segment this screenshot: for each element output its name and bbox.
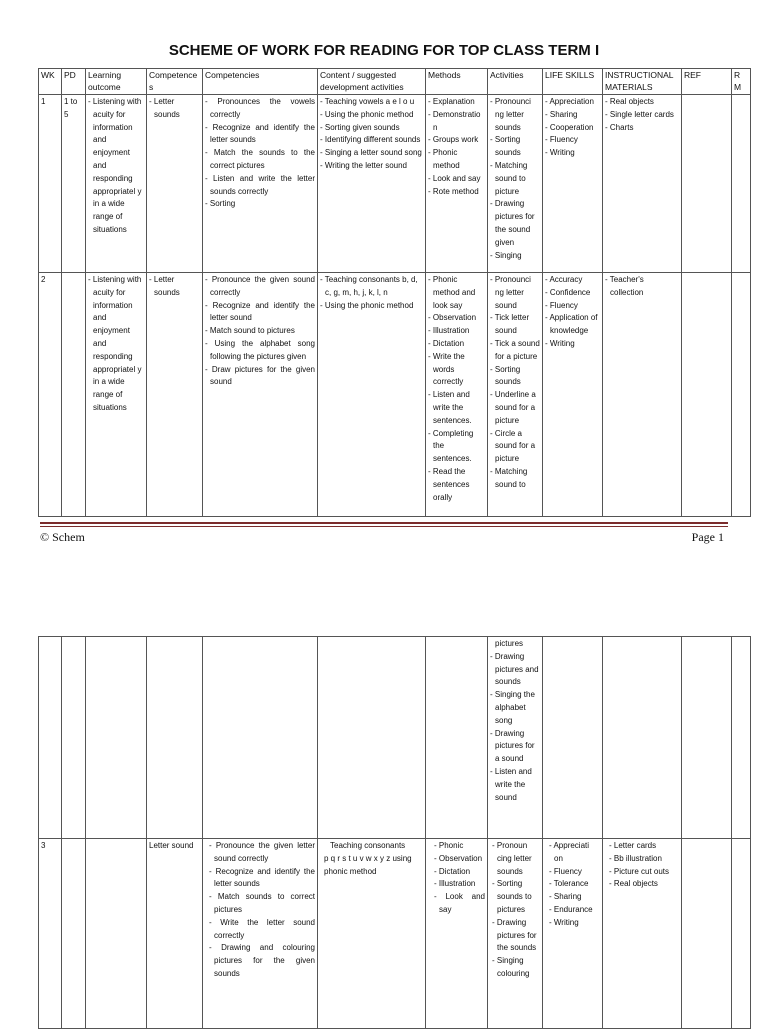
cell-ref — [682, 95, 732, 273]
header-learning-outcome: Learning outcome — [86, 69, 147, 95]
list-item: - Fluency — [549, 866, 600, 879]
table-row-continued — [39, 637, 751, 839]
list-item: - Observation — [434, 853, 485, 866]
cell-life-skills — [543, 839, 603, 1029]
cell-empty — [682, 637, 732, 839]
list-item: - Pronounci ng letter sounds — [490, 96, 540, 134]
list-item: - Writing — [545, 147, 600, 160]
cell-rm — [732, 839, 751, 1029]
cell-empty — [39, 637, 62, 839]
list-item: - Drawing pictures for a sound — [490, 728, 540, 766]
list-item: - Sorting sounds to pictures — [492, 878, 540, 916]
cell-life-skills — [543, 273, 603, 517]
list-item: - Match sounds to correct pictures — [209, 891, 315, 917]
cell-empty — [147, 637, 203, 839]
cell-empty — [732, 637, 751, 839]
cell-materials — [603, 273, 682, 517]
list-item: - Pronounci ng letter sound — [490, 274, 540, 312]
list-item: - Fluency — [545, 134, 600, 147]
list-item: - Endurance — [549, 904, 600, 917]
list-item: - Teaching vowels a e l o u — [320, 96, 423, 109]
list-item: - Fluency — [545, 300, 600, 313]
text-line: Teaching consonants — [330, 841, 406, 850]
list-item: - Using the phonic method — [320, 109, 423, 122]
cell-pd: 1 to 5 — [62, 95, 86, 273]
list-item: - Recognize and identify the letter sound — [205, 300, 315, 326]
header-rm: R M — [732, 69, 751, 95]
cell-content — [318, 273, 426, 517]
text-line: phonic method — [324, 866, 377, 876]
cell-methods — [426, 839, 488, 1029]
list-item: - Recognize and identify the letter sounds — [209, 866, 315, 892]
list-item: - Drawing pictures for the sounds — [492, 917, 540, 955]
header-activities: Activities — [488, 69, 543, 95]
cell-wk: 2 — [39, 273, 62, 517]
list-item: - Circle a sound for a picture — [490, 428, 540, 466]
cell-activities-continued — [488, 637, 543, 839]
cell-empty — [603, 637, 682, 839]
cell-pd — [62, 273, 86, 517]
list-item: - Singing — [490, 250, 540, 263]
list-item: - Matching sound to — [490, 466, 540, 492]
list-item: - Letter sounds — [149, 274, 200, 300]
footer-rule-thin — [40, 526, 728, 527]
list-item: - Letter cards — [609, 840, 679, 853]
cell-empty — [426, 637, 488, 839]
list-item: - Read the sentences orally — [428, 466, 485, 504]
list-item: - Explanation — [428, 96, 485, 109]
header-competences: Competence s — [147, 69, 203, 95]
cell-competencies — [203, 95, 318, 273]
list-item: - Tick letter sound — [490, 312, 540, 338]
cell-content — [318, 839, 426, 1029]
list-item: - Listening with acuity for information and enjoyment and responding appropriatel y in a wide range of situations — [88, 96, 144, 237]
table-row — [39, 95, 751, 273]
cell-ref — [682, 839, 732, 1029]
list-item: - Sharing — [549, 891, 600, 904]
list-item: - Sorting sounds — [490, 134, 540, 160]
cell-activities — [488, 273, 543, 517]
list-item: - Picture cut outs — [609, 866, 679, 879]
cell-life-skills — [543, 95, 603, 273]
header-life-skills: LIFE SKILLS — [543, 69, 603, 95]
list-item: - Dictation — [434, 866, 485, 879]
page-title: SCHEME OF WORK FOR READING FOR TOP CLASS TERM I — [168, 42, 600, 59]
list-item: - Listen and write the sentences. — [428, 389, 485, 427]
list-item: - Singing colouring — [492, 955, 540, 981]
cell-empty — [318, 637, 426, 839]
list-item: - Appreciation — [545, 96, 600, 109]
cell-empty — [203, 637, 318, 839]
cell-activities — [488, 95, 543, 273]
list-item: - Sharing — [545, 109, 600, 122]
list-item: - Tolerance — [549, 878, 600, 891]
cell-pd — [62, 839, 86, 1029]
list-item: - Pronounce the given sound correctly — [205, 274, 315, 300]
list-item: - Letter sounds — [149, 96, 200, 122]
cell-methods — [426, 95, 488, 273]
list-item: - Singing the alphabet song — [490, 689, 540, 727]
list-item: - Writing — [549, 917, 600, 930]
cell-competencies — [203, 839, 318, 1029]
list-item: - Sorting given sounds — [320, 122, 423, 135]
list-item: - Singing a letter sound song — [320, 147, 423, 160]
list-item: - Phonic method and look say — [428, 274, 485, 312]
list-item: - Sorting sounds — [490, 364, 540, 390]
list-item: - Groups work — [428, 134, 485, 147]
list-item: - Accuracy — [545, 274, 600, 287]
header-instructional-materials: INSTRUCTIONAL MATERIALS — [603, 69, 682, 95]
cell-wk: 3 — [39, 839, 62, 1029]
header-content: Content / suggested development activities — [318, 69, 426, 95]
list-item: - Charts — [605, 122, 679, 135]
list-item: pictures — [495, 639, 524, 648]
list-item: - Matching sound to picture — [490, 160, 540, 198]
cell-competences — [147, 95, 203, 273]
list-item: - Bb illustration — [609, 853, 679, 866]
list-item: - Sorting — [205, 198, 315, 211]
list-item: - Application of knowledge — [545, 312, 600, 338]
list-item: - Demonstratio n — [428, 109, 485, 135]
list-item: - Look and say — [434, 891, 485, 917]
list-item: - Write the letter sound correctly — [209, 917, 315, 943]
list-item: - Writing — [545, 338, 600, 351]
list-item: - Dictation — [428, 338, 485, 351]
list-item: - Rote method — [428, 186, 485, 199]
list-item: - Single letter cards — [605, 109, 679, 122]
cell-competences — [147, 273, 203, 517]
list-item: - Teacher's collection — [605, 274, 679, 300]
list-item: - Using the alphabet song following the pictures given — [205, 338, 315, 364]
header-wk: WK — [39, 69, 62, 95]
cell-rm — [732, 273, 751, 517]
scheme-table — [38, 68, 751, 517]
list-item: - Draw pictures for the given sound — [205, 364, 315, 390]
list-item: - Phonic method — [428, 147, 485, 173]
list-item: - Look and say — [428, 173, 485, 186]
list-item: - Match sound to pictures — [205, 325, 315, 338]
list-item: - Recognize and identify the letter sounds — [205, 122, 315, 148]
list-item: - Using the phonic method — [320, 300, 423, 313]
cell-learning-outcome — [86, 839, 147, 1029]
list-item: - Identifying different sounds — [320, 134, 423, 147]
cell-methods — [426, 273, 488, 517]
list-item: - Drawing pictures and sounds — [490, 651, 540, 689]
footer-page-number: Page 1 — [691, 530, 724, 544]
cell-rm — [732, 95, 751, 273]
cell-materials — [603, 839, 682, 1029]
footer-copyright: © Schem — [40, 530, 85, 544]
cell-materials — [603, 95, 682, 273]
list-item: - Match the sounds to the correct pictures — [205, 147, 315, 173]
cell-competencies — [203, 273, 318, 517]
cell-learning-outcome — [86, 273, 147, 517]
text-line: p q r s t u v w x y z using — [324, 853, 412, 863]
list-item: - Drawing and colouring pictures for the given sounds — [209, 942, 315, 980]
table-header-row — [39, 69, 751, 95]
footer-rule — [40, 522, 728, 524]
cell-competences: Letter sound — [147, 839, 203, 1029]
header-pd: PD — [62, 69, 86, 95]
cell-wk: 1 — [39, 95, 62, 273]
cell-learning-outcome — [86, 95, 147, 273]
list-item: - Real objects — [609, 878, 679, 891]
list-item: - Illustration — [428, 325, 485, 338]
cell-empty — [86, 637, 147, 839]
list-item: - Pronounce the given letter sound correctly — [209, 840, 315, 866]
list-item: - Appreciati on — [549, 840, 600, 866]
list-item: - Writing the letter sound — [320, 160, 423, 173]
list-item: - Listening with acuity for information and enjoyment and responding appropriatel y in a wide range of situations — [88, 274, 144, 415]
list-item: - Teaching consonants b, d, c, g, m, h, j, k, l, n — [320, 274, 423, 300]
cell-ref — [682, 273, 732, 517]
cell-empty — [543, 637, 603, 839]
list-item: - Completing the sentences. — [428, 428, 485, 466]
list-item: - Write the words correctly — [428, 351, 485, 389]
list-item: - Drawing pictures for the sound given — [490, 198, 540, 249]
list-item: - Real objects — [605, 96, 679, 109]
list-item: - Illustration — [434, 878, 485, 891]
list-item: - Pronoun cing letter sounds — [492, 840, 540, 878]
table-row — [39, 839, 751, 1029]
cell-activities — [488, 839, 543, 1029]
list-item: - Phonic — [434, 840, 485, 853]
cell-content — [318, 95, 426, 273]
list-item: - Confidence — [545, 287, 600, 300]
list-item: - Underline a sound for a picture — [490, 389, 540, 427]
list-item: - Tick a sound for a picture — [490, 338, 540, 364]
header-competencies: Competencies — [203, 69, 318, 95]
list-item: - Listen and write the letter sounds correctly — [205, 173, 315, 199]
table-row — [39, 273, 751, 517]
header-ref: REF — [682, 69, 732, 95]
list-item: - Listen and write the sound — [490, 766, 540, 804]
list-item: - Observation — [428, 312, 485, 325]
scheme-table-continued — [38, 636, 751, 1029]
cell-empty — [62, 637, 86, 839]
header-methods: Methods — [426, 69, 488, 95]
list-item: - Cooperation — [545, 122, 600, 135]
list-item: - Pronounces the vowels correctly — [205, 96, 315, 122]
